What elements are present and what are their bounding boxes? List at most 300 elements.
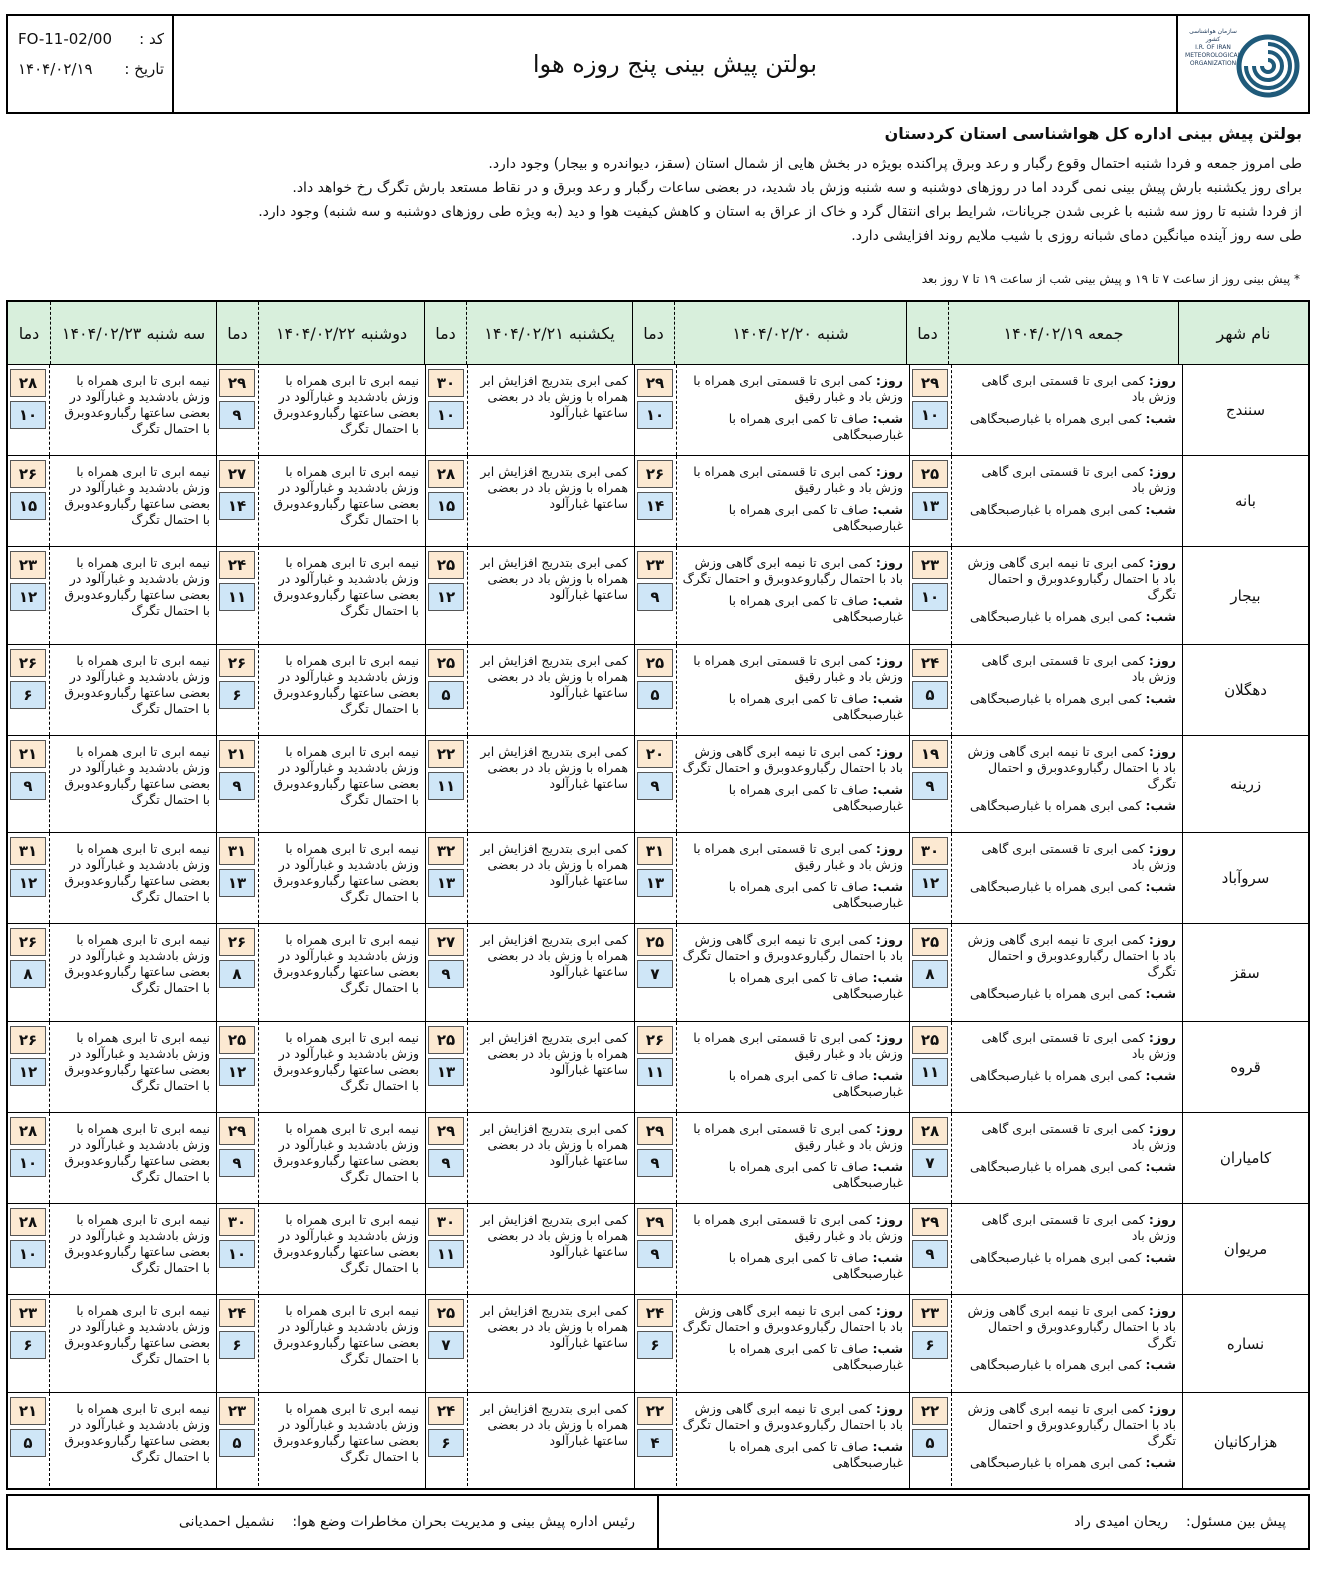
forecast-text: نیمه ابری تا ابری همراه با وزش بادشدید و غبارآلود در بعضی ساعتها رگباروعدوبرق با احتمال تگرگ bbox=[64, 1212, 210, 1275]
forecast-text: نیمه ابری تا ابری همراه با وزش بادشدید و غبارآلود در بعضی ساعتها رگباروعدوبرق با احتمال تگرگ bbox=[273, 1212, 419, 1275]
forecast-cell bbox=[909, 1393, 1182, 1490]
logo-text: سازمان هواشناسی کشور I.R. OF IRAN METEOROLOGICAL ORGANIZATION bbox=[1185, 28, 1241, 67]
day-label: روز: bbox=[1148, 1401, 1176, 1416]
min-temperature: ۷ bbox=[637, 960, 673, 988]
temperature-cell bbox=[217, 924, 259, 1021]
forecast-summary bbox=[12, 124, 1302, 248]
forecast-description bbox=[468, 1204, 634, 1294]
city-name: هزارکانیان bbox=[1182, 1393, 1308, 1490]
night-label: شب: bbox=[1145, 1357, 1176, 1372]
max-temperature: ۲۵ bbox=[428, 551, 464, 579]
min-temperature: ۱۰ bbox=[219, 1240, 255, 1268]
signature-footer bbox=[6, 1494, 1310, 1550]
min-temperature: ۱۵ bbox=[10, 492, 46, 520]
head-label: رئیس اداره پیش بینی و مدیریت بحران مخاطرات وضع هوا: bbox=[292, 1514, 635, 1530]
forecast-text: نیمه ابری تا ابری همراه با وزش بادشدید و غبارآلود در بعضی ساعتها رگباروعدوبرق با احتمال تگرگ bbox=[64, 1401, 210, 1464]
forecast-text: نیمه ابری تا ابری همراه با وزش بادشدید و غبارآلود در بعضی ساعتها رگباروعدوبرق با احتمال تگرگ bbox=[64, 373, 210, 436]
forecast-description bbox=[50, 547, 216, 644]
forecast-cell bbox=[909, 456, 1182, 546]
forecast-cell bbox=[8, 456, 216, 546]
forecast-description bbox=[677, 1393, 909, 1490]
night-forecast-text: کمی ابری همراه با غبارصبحگاهی bbox=[970, 986, 1142, 1001]
forecast-text: نیمه ابری تا ابری همراه با وزش بادشدید و غبارآلود در بعضی ساعتها رگباروعدوبرق با احتمال تگرگ bbox=[273, 1030, 419, 1093]
night-label: شب: bbox=[872, 879, 903, 894]
max-temperature: ۳۰ bbox=[219, 1208, 255, 1236]
forecast-text: کمی ابری بتدریج افزایش ابر همراه با وزش باد در بعضی ساعتها غبارآلود bbox=[480, 932, 628, 979]
forecast-cell bbox=[216, 1022, 425, 1112]
temperature-cell bbox=[910, 1113, 952, 1203]
forecast-text: نیمه ابری تا ابری همراه با وزش بادشدید و غبارآلود در بعضی ساعتها رگباروعدوبرق با احتمال تگرگ bbox=[64, 932, 210, 995]
night-forecast-text: کمی ابری همراه با غبارصبحگاهی bbox=[970, 691, 1142, 706]
forecast-description bbox=[468, 1295, 634, 1392]
night-forecast-text: کمی ابری همراه با غبارصبحگاهی bbox=[970, 411, 1142, 426]
min-temperature: ۱۰ bbox=[428, 401, 464, 429]
forecast-text: نیمه ابری تا ابری همراه با وزش بادشدید و غبارآلود در بعضی ساعتها رگباروعدوبرق با احتمال تگرگ bbox=[273, 653, 419, 716]
max-temperature: ۲۵ bbox=[637, 649, 673, 677]
min-temperature: ۱۳ bbox=[428, 869, 464, 897]
forecast-text: نیمه ابری تا ابری همراه با وزش بادشدید و غبارآلود در بعضی ساعتها رگباروعدوبرق با احتمال تگرگ bbox=[273, 373, 419, 436]
max-temperature: ۲۶ bbox=[637, 1026, 673, 1054]
night-label: شب: bbox=[1145, 691, 1176, 706]
day-forecast-text: کمی ابری تا قسمتی ابری همراه با وزش باد و غبار رقیق bbox=[693, 1212, 903, 1243]
min-temperature: ۱۳ bbox=[428, 1058, 464, 1086]
forecast-description bbox=[677, 924, 909, 1021]
day-forecast-text: کمی ابری تا قسمتی ابری گاهی وزش باد bbox=[981, 1212, 1176, 1243]
forecast-cell bbox=[425, 1393, 634, 1490]
forecast-text: نیمه ابری تا ابری همراه با وزش بادشدید و غبارآلود در بعضی ساعتها رگباروعدوبرق با احتمال تگرگ bbox=[64, 464, 210, 527]
max-temperature: ۳۲ bbox=[428, 837, 464, 865]
forecast-text: نیمه ابری تا ابری همراه با وزش بادشدید و غبارآلود در بعضی ساعتها رگباروعدوبرق با احتمال تگرگ bbox=[64, 653, 210, 716]
max-temperature: ۲۵ bbox=[428, 1026, 464, 1054]
table-row bbox=[8, 645, 1308, 736]
table-row bbox=[8, 456, 1308, 547]
night-forecast-text: صاف تا کمی ابری همراه با غبارصبحگاهی bbox=[728, 879, 903, 910]
max-temperature: ۲۵ bbox=[428, 649, 464, 677]
forecast-description bbox=[677, 456, 909, 546]
forecast-cell bbox=[8, 833, 216, 923]
forecast-text: نیمه ابری تا ابری همراه با وزش بادشدید و غبارآلود در بعضی ساعتها رگباروعدوبرق با احتمال تگرگ bbox=[273, 744, 419, 807]
day-forecast-text: کمی ابری تا نیمه ابری گاهی وزش باد با احتمال رگباروعدوبرق و احتمال تگرگ bbox=[967, 555, 1176, 602]
forecast-text: نیمه ابری تا ابری همراه با وزش بادشدید و غبارآلود در بعضی ساعتها رگباروعدوبرق با احتمال تگرگ bbox=[273, 1303, 419, 1366]
forecast-cell bbox=[8, 1393, 216, 1490]
organization-logo bbox=[1178, 16, 1308, 112]
max-temperature: ۲۰ bbox=[637, 740, 673, 768]
forecast-cell bbox=[425, 365, 634, 455]
forecast-text: نیمه ابری تا ابری همراه با وزش بادشدید و غبارآلود در بعضی ساعتها رگباروعدوبرق با احتمال تگرگ bbox=[64, 744, 210, 807]
max-temperature: ۲۴ bbox=[637, 1299, 673, 1327]
city-name: بیجار bbox=[1182, 547, 1308, 644]
forecast-description bbox=[259, 645, 425, 735]
temperature-cell bbox=[910, 547, 952, 644]
max-temperature: ۲۸ bbox=[10, 1117, 46, 1145]
day-forecast-text: کمی ابری تا نیمه ابری گاهی وزش باد با احتمال رگباروعدوبرق و احتمال تگرگ bbox=[967, 744, 1176, 791]
forecast-cell bbox=[216, 645, 425, 735]
forecaster-cell bbox=[657, 1496, 1308, 1548]
max-temperature: ۲۳ bbox=[637, 551, 673, 579]
max-temperature: ۳۰ bbox=[428, 369, 464, 397]
forecast-cell bbox=[216, 1295, 425, 1392]
forecast-cell bbox=[216, 924, 425, 1021]
forecast-cell bbox=[634, 924, 909, 1021]
forecast-description bbox=[952, 1295, 1182, 1392]
forecast-cell bbox=[425, 1022, 634, 1112]
temperature-cell bbox=[910, 1022, 952, 1112]
temperature-column-header: دما bbox=[906, 302, 948, 364]
night-forecast-text: کمی ابری همراه با غبارصبحگاهی bbox=[970, 502, 1142, 517]
forecast-cell bbox=[8, 1022, 216, 1112]
forecast-description bbox=[50, 1393, 216, 1490]
min-temperature: ۷ bbox=[428, 1331, 464, 1359]
min-temperature: ۹ bbox=[219, 401, 255, 429]
forecast-text: نیمه ابری تا ابری همراه با وزش بادشدید و غبارآلود در بعضی ساعتها رگباروعدوبرق با احتمال تگرگ bbox=[64, 1303, 210, 1366]
night-forecast-text: صاف تا کمی ابری همراه با غبارصبحگاهی bbox=[728, 502, 903, 533]
min-temperature: ۹ bbox=[637, 1240, 673, 1268]
temperature-cell bbox=[635, 547, 677, 644]
temperature-cell bbox=[8, 1022, 50, 1112]
temperature-cell bbox=[8, 365, 50, 455]
forecast-description bbox=[952, 365, 1182, 455]
forecast-cell bbox=[909, 1204, 1182, 1294]
temperature-cell bbox=[635, 1393, 677, 1490]
table-row bbox=[8, 924, 1308, 1022]
city-name: کامیاران bbox=[1182, 1113, 1308, 1203]
min-temperature: ۸ bbox=[10, 960, 46, 988]
day-forecast-text: کمی ابری تا قسمتی ابری همراه با وزش باد و غبار رقیق bbox=[693, 464, 903, 495]
temperature-cell bbox=[8, 645, 50, 735]
forecast-text: نیمه ابری تا ابری همراه با وزش بادشدید و غبارآلود در بعضی ساعتها رگباروعدوبرق با احتمال تگرگ bbox=[273, 932, 419, 995]
temperature-cell bbox=[426, 736, 468, 832]
temperature-cell bbox=[910, 1393, 952, 1490]
forecast-cell bbox=[634, 456, 909, 546]
forecast-description bbox=[50, 1295, 216, 1392]
max-temperature: ۲۱ bbox=[10, 740, 46, 768]
forecast-text: نیمه ابری تا ابری همراه با وزش بادشدید و غبارآلود در بعضی ساعتها رگباروعدوبرق با احتمال تگرگ bbox=[273, 841, 419, 904]
forecast-description bbox=[259, 833, 425, 923]
forecast-description bbox=[952, 924, 1182, 1021]
forecast-description bbox=[677, 645, 909, 735]
day-forecast-text: کمی ابری تا نیمه ابری گاهی وزش باد با احتمال رگباروعدوبرق و احتمال تگرگ bbox=[682, 1401, 903, 1432]
forecast-description bbox=[259, 736, 425, 832]
day-column-header: سه شنبه ۱۴۰۴/۰۲/۲۳ bbox=[50, 302, 216, 364]
max-temperature: ۲۵ bbox=[428, 1299, 464, 1327]
forecast-description bbox=[468, 645, 634, 735]
max-temperature: ۳۱ bbox=[10, 837, 46, 865]
forecast-text: کمی ابری بتدریج افزایش ابر همراه با وزش باد در بعضی ساعتها غبارآلود bbox=[480, 1121, 628, 1168]
forecast-cell bbox=[634, 1113, 909, 1203]
max-temperature: ۲۶ bbox=[10, 1026, 46, 1054]
forecast-cell bbox=[634, 365, 909, 455]
min-temperature: ۱۰ bbox=[10, 401, 46, 429]
night-forecast-text: کمی ابری همراه با غبارصبحگاهی bbox=[970, 609, 1142, 624]
day-label: روز: bbox=[875, 1030, 903, 1045]
forecast-cell bbox=[8, 736, 216, 832]
forecast-cell bbox=[909, 1022, 1182, 1112]
min-temperature: ۶ bbox=[10, 1331, 46, 1359]
forecast-cell bbox=[634, 547, 909, 644]
day-forecast-text: کمی ابری تا نیمه ابری گاهی وزش باد با احتمال رگباروعدوبرق و احتمال تگرگ bbox=[682, 555, 903, 586]
day-label: روز: bbox=[875, 1212, 903, 1227]
min-temperature: ۱۲ bbox=[10, 583, 46, 611]
min-temperature: ۱۲ bbox=[912, 869, 948, 897]
min-temperature: ۱۰ bbox=[10, 1240, 46, 1268]
night-forecast-text: کمی ابری همراه با غبارصبحگاهی bbox=[970, 1250, 1142, 1265]
forecast-description bbox=[259, 456, 425, 546]
temperature-cell bbox=[635, 1113, 677, 1203]
head-cell bbox=[8, 1496, 657, 1548]
max-temperature: ۲۱ bbox=[10, 1397, 46, 1425]
night-label: شب: bbox=[1145, 798, 1176, 813]
day-label: روز: bbox=[1148, 841, 1176, 856]
day-label: روز: bbox=[875, 1303, 903, 1318]
min-temperature: ۶ bbox=[637, 1331, 673, 1359]
max-temperature: ۲۶ bbox=[10, 928, 46, 956]
forecast-cell bbox=[8, 924, 216, 1021]
temperature-cell bbox=[8, 1393, 50, 1490]
night-forecast-text: صاف تا کمی ابری همراه با غبارصبحگاهی bbox=[728, 1439, 903, 1470]
min-temperature: ۵ bbox=[10, 1429, 46, 1457]
forecast-cell bbox=[909, 833, 1182, 923]
forecast-cell bbox=[216, 365, 425, 455]
forecast-description bbox=[50, 924, 216, 1021]
temperature-cell bbox=[426, 365, 468, 455]
city-name: مریوان bbox=[1182, 1204, 1308, 1294]
forecast-description bbox=[468, 456, 634, 546]
night-label: شب: bbox=[872, 1250, 903, 1265]
night-label: شب: bbox=[1145, 1068, 1176, 1083]
forecast-cell bbox=[909, 736, 1182, 832]
forecast-description bbox=[259, 547, 425, 644]
day-label: روز: bbox=[875, 373, 903, 388]
forecast-description bbox=[259, 924, 425, 1021]
temperature-cell bbox=[635, 1204, 677, 1294]
forecast-cell bbox=[216, 1393, 425, 1490]
temperature-cell bbox=[8, 736, 50, 832]
temperature-cell bbox=[426, 1393, 468, 1490]
city-name: سنندج bbox=[1182, 365, 1308, 455]
max-temperature: ۲۳ bbox=[10, 1299, 46, 1327]
temperature-cell bbox=[8, 1204, 50, 1294]
max-temperature: ۲۱ bbox=[219, 740, 255, 768]
city-name: نساره bbox=[1182, 1295, 1308, 1392]
temperature-column-header: دما bbox=[216, 302, 258, 364]
code-value: FO-11-02/00 bbox=[18, 30, 112, 48]
city-name: قروه bbox=[1182, 1022, 1308, 1112]
day-forecast-text: کمی ابری تا نیمه ابری گاهی وزش باد با احتمال رگباروعدوبرق و احتمال تگرگ bbox=[682, 932, 903, 963]
night-forecast-text: کمی ابری همراه با غبارصبحگاهی bbox=[970, 1068, 1142, 1083]
max-temperature: ۲۵ bbox=[912, 1026, 948, 1054]
temperature-cell bbox=[217, 456, 259, 546]
forecast-text: نیمه ابری تا ابری همراه با وزش بادشدید و غبارآلود در بعضی ساعتها رگباروعدوبرق با احتمال تگرگ bbox=[64, 1030, 210, 1093]
forecast-description bbox=[468, 1393, 634, 1490]
forecast-description bbox=[952, 456, 1182, 546]
max-temperature: ۲۹ bbox=[219, 1117, 255, 1145]
summary-title: بولتن پیش بینی اداره کل هواشناسی استان کردستان bbox=[884, 124, 1302, 143]
temperature-cell bbox=[426, 1022, 468, 1112]
night-label: شب: bbox=[872, 1439, 903, 1454]
max-temperature: ۲۶ bbox=[637, 460, 673, 488]
max-temperature: ۲۹ bbox=[637, 1117, 673, 1145]
min-temperature: ۸ bbox=[912, 960, 948, 988]
temperature-cell bbox=[910, 1295, 952, 1392]
min-temperature: ۶ bbox=[219, 681, 255, 709]
day-label: روز: bbox=[1148, 653, 1176, 668]
forecast-cell bbox=[216, 456, 425, 546]
night-label: شب: bbox=[872, 411, 903, 426]
city-column-header: نام شهر bbox=[1178, 302, 1308, 364]
min-temperature: ۹ bbox=[428, 960, 464, 988]
summary-line: طی امروز جمعه و فردا شنبه احتمال وقوع رگبار و رعد وبرق پراکنده بویژه در بخش هایی از شمال استان (سقز، دیواندره و بیجار) وجود دارد. bbox=[488, 156, 1302, 172]
forecast-description bbox=[677, 1022, 909, 1112]
forecast-description bbox=[50, 736, 216, 832]
forecast-cell bbox=[216, 1204, 425, 1294]
table-body bbox=[8, 365, 1308, 1490]
temperature-cell bbox=[910, 365, 952, 455]
forecast-description bbox=[468, 833, 634, 923]
max-temperature: ۲۸ bbox=[10, 369, 46, 397]
day-label: روز: bbox=[875, 653, 903, 668]
head-name: نشمیل احمدیانی bbox=[178, 1514, 275, 1530]
max-temperature: ۲۶ bbox=[219, 928, 255, 956]
temperature-cell bbox=[910, 833, 952, 923]
day-label: روز: bbox=[1148, 373, 1176, 388]
forecast-cell bbox=[8, 1204, 216, 1294]
night-forecast-text: صاف تا کمی ابری همراه با غبارصبحگاهی bbox=[728, 593, 903, 624]
forecast-cell bbox=[216, 547, 425, 644]
temperature-cell bbox=[8, 456, 50, 546]
min-temperature: ۱۰ bbox=[912, 401, 948, 429]
footnote: * پیش بینی روز از ساعت ۷ تا ۱۹ و پیش بینی شب از ساعت ۱۹ تا ۷ روز بعد bbox=[921, 272, 1300, 286]
night-forecast-text: صاف تا کمی ابری همراه با غبارصبحگاهی bbox=[728, 1159, 903, 1190]
forecast-description bbox=[259, 365, 425, 455]
forecast-text: کمی ابری بتدریج افزایش ابر همراه با وزش باد در بعضی ساعتها غبارآلود bbox=[480, 1212, 628, 1259]
forecast-text: کمی ابری بتدریج افزایش ابر همراه با وزش باد در بعضی ساعتها غبارآلود bbox=[480, 1401, 628, 1448]
forecast-description bbox=[259, 1113, 425, 1203]
day-column-header: یکشنبه ۱۴۰۴/۰۲/۲۱ bbox=[466, 302, 632, 364]
min-temperature: ۱۱ bbox=[912, 1058, 948, 1086]
night-label: شب: bbox=[1145, 1455, 1176, 1470]
table-row bbox=[8, 1295, 1308, 1393]
min-temperature: ۵ bbox=[912, 1429, 948, 1457]
min-temperature: ۵ bbox=[912, 681, 948, 709]
max-temperature: ۳۱ bbox=[219, 837, 255, 865]
temperature-cell bbox=[635, 456, 677, 546]
bulletin-header bbox=[6, 14, 1310, 114]
max-temperature: ۲۷ bbox=[428, 928, 464, 956]
table-row bbox=[8, 1113, 1308, 1204]
night-label: شب: bbox=[872, 970, 903, 985]
min-temperature: ۴ bbox=[637, 1429, 673, 1457]
min-temperature: ۹ bbox=[637, 1149, 673, 1177]
max-temperature: ۲۵ bbox=[219, 1026, 255, 1054]
table-header bbox=[8, 302, 1308, 365]
night-forecast-text: کمی ابری همراه با غبارصبحگاهی bbox=[970, 879, 1142, 894]
min-temperature: ۱۲ bbox=[10, 869, 46, 897]
day-forecast-text: کمی ابری تا نیمه ابری گاهی وزش باد با احتمال رگباروعدوبرق و احتمال تگرگ bbox=[682, 744, 903, 775]
forecast-text: نیمه ابری تا ابری همراه با وزش بادشدید و غبارآلود در بعضی ساعتها رگباروعدوبرق با احتمال تگرگ bbox=[273, 1401, 419, 1464]
temperature-cell bbox=[8, 547, 50, 644]
temperature-cell bbox=[217, 547, 259, 644]
night-label: شب: bbox=[1145, 1250, 1176, 1265]
max-temperature: ۲۹ bbox=[637, 1208, 673, 1236]
temperature-cell bbox=[426, 1204, 468, 1294]
forecast-description bbox=[259, 1204, 425, 1294]
forecast-cell bbox=[425, 1204, 634, 1294]
temperature-cell bbox=[8, 833, 50, 923]
forecast-description bbox=[677, 1113, 909, 1203]
forecast-text: کمی ابری بتدریج افزایش ابر همراه با وزش باد در بعضی ساعتها غبارآلود bbox=[480, 464, 628, 511]
forecast-text: نیمه ابری تا ابری همراه با وزش بادشدید و غبارآلود در بعضی ساعتها رگباروعدوبرق با احتمال تگرگ bbox=[64, 1121, 210, 1184]
day-forecast-text: کمی ابری تا قسمتی ابری همراه با وزش باد و غبار رقیق bbox=[693, 653, 903, 684]
max-temperature: ۲۳ bbox=[10, 551, 46, 579]
min-temperature: ۶ bbox=[10, 681, 46, 709]
table-row bbox=[8, 1393, 1308, 1490]
city-name: سروآباد bbox=[1182, 833, 1308, 923]
min-temperature: ۱۰ bbox=[637, 401, 673, 429]
forecast-description bbox=[259, 1022, 425, 1112]
forecast-description bbox=[677, 1295, 909, 1392]
min-temperature: ۵ bbox=[637, 681, 673, 709]
forecast-cell bbox=[216, 1113, 425, 1203]
min-temperature: ۹ bbox=[912, 1240, 948, 1268]
min-temperature: ۱۱ bbox=[219, 583, 255, 611]
night-label: شب: bbox=[872, 782, 903, 797]
temperature-cell bbox=[910, 456, 952, 546]
forecast-text: کمی ابری بتدریج افزایش ابر همراه با وزش باد در بعضی ساعتها غبارآلود bbox=[480, 653, 628, 700]
day-forecast-text: کمی ابری تا قسمتی ابری همراه با وزش باد و غبار رقیق bbox=[693, 841, 903, 872]
day-forecast-text: کمی ابری تا قسمتی ابری گاهی وزش باد bbox=[981, 653, 1176, 684]
max-temperature: ۲۵ bbox=[637, 928, 673, 956]
temperature-cell bbox=[910, 645, 952, 735]
temperature-cell bbox=[635, 1022, 677, 1112]
forecast-text: کمی ابری بتدریج افزایش ابر همراه با وزش باد در بعضی ساعتها غبارآلود bbox=[480, 555, 628, 602]
forecast-description bbox=[677, 365, 909, 455]
max-temperature: ۲۲ bbox=[637, 1397, 673, 1425]
temperature-cell bbox=[635, 833, 677, 923]
forecast-cell bbox=[425, 1295, 634, 1392]
forecast-description bbox=[50, 1113, 216, 1203]
forecast-cell bbox=[634, 1295, 909, 1392]
forecast-text: کمی ابری بتدریج افزایش ابر همراه با وزش باد در بعضی ساعتها غبارآلود bbox=[480, 1303, 628, 1350]
forecast-description bbox=[952, 1022, 1182, 1112]
temperature-column-header: دما bbox=[424, 302, 466, 364]
max-temperature: ۲۸ bbox=[428, 460, 464, 488]
min-temperature: ۸ bbox=[219, 960, 255, 988]
forecast-cell bbox=[216, 833, 425, 923]
forecast-description bbox=[468, 1022, 634, 1112]
max-temperature: ۳۰ bbox=[428, 1208, 464, 1236]
meteorological-logo-icon bbox=[1236, 28, 1300, 100]
min-temperature: ۶ bbox=[912, 1331, 948, 1359]
temperature-cell bbox=[217, 1022, 259, 1112]
night-forecast-text: صاف تا کمی ابری همراه با غبارصبحگاهی bbox=[728, 970, 903, 1001]
forecast-text: نیمه ابری تا ابری همراه با وزش بادشدید و غبارآلود در بعضی ساعتها رگباروعدوبرق با احتمال تگرگ bbox=[273, 464, 419, 527]
temperature-cell bbox=[217, 1393, 259, 1490]
day-forecast-text: کمی ابری تا قسمتی ابری گاهی وزش باد bbox=[981, 1121, 1176, 1152]
day-column-header: دوشنبه ۱۴۰۴/۰۲/۲۲ bbox=[258, 302, 424, 364]
forecast-description bbox=[468, 924, 634, 1021]
temperature-cell bbox=[217, 645, 259, 735]
day-label: روز: bbox=[875, 464, 903, 479]
min-temperature: ۹ bbox=[219, 772, 255, 800]
forecast-cell bbox=[634, 645, 909, 735]
forecast-cell bbox=[425, 645, 634, 735]
day-label: روز: bbox=[875, 841, 903, 856]
day-label: روز: bbox=[1148, 744, 1176, 759]
forecast-description bbox=[952, 1393, 1182, 1490]
night-label: شب: bbox=[1145, 411, 1176, 426]
min-temperature: ۱۲ bbox=[219, 1058, 255, 1086]
forecast-description bbox=[50, 833, 216, 923]
